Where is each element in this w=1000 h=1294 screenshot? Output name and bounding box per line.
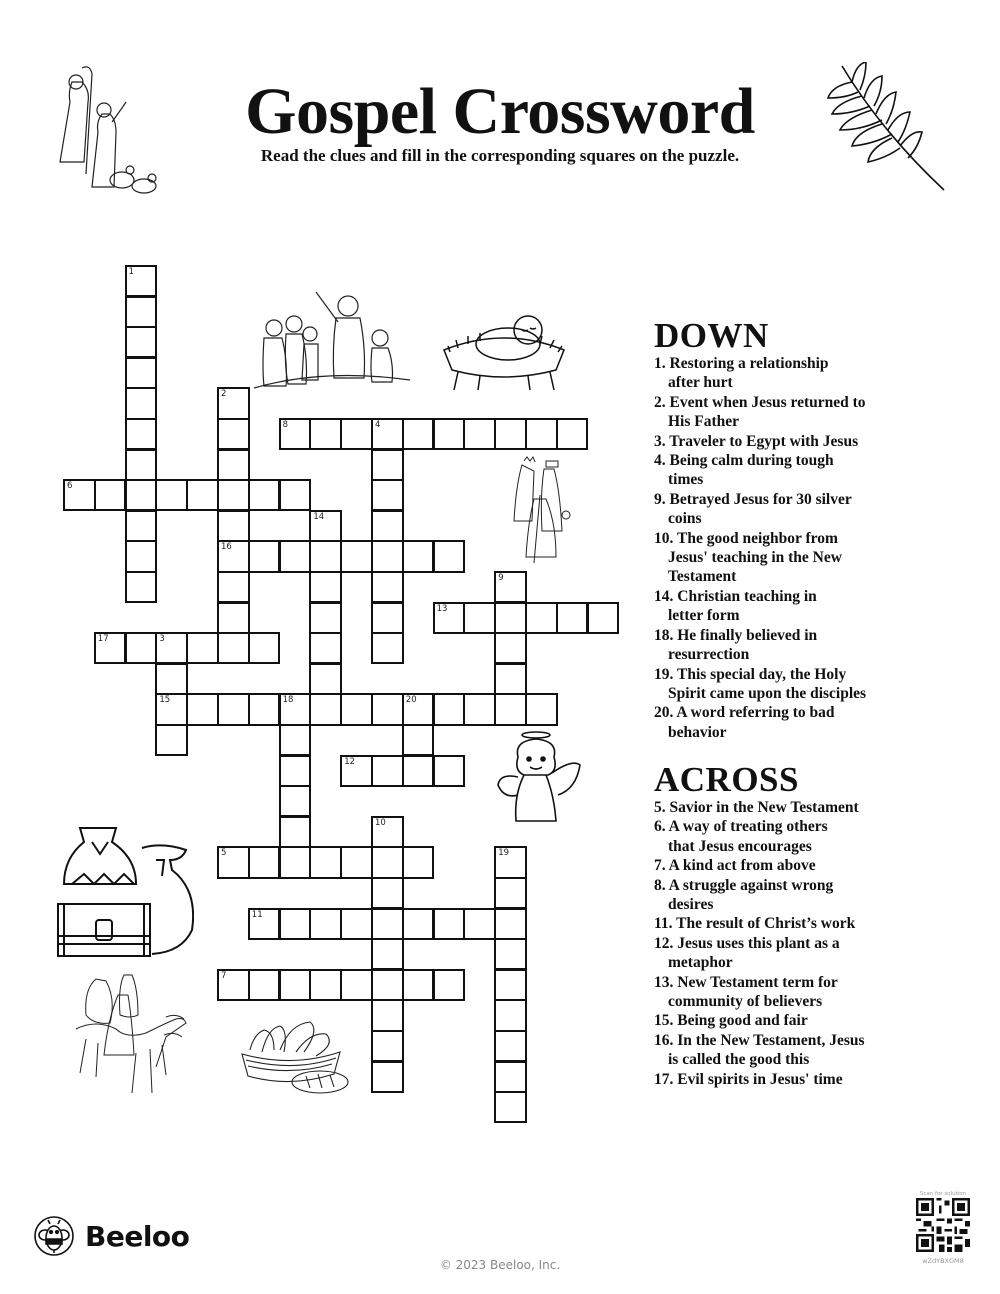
clue-num: 1.	[654, 355, 666, 372]
grid-cell[interactable]	[433, 969, 466, 1001]
clue-text: letter form	[668, 607, 740, 625]
clue-text: Evil spirits in Jesus' time	[677, 1070, 843, 1088]
brand-name: Beeloo	[85, 1219, 190, 1253]
grid-cell[interactable]	[155, 632, 188, 664]
clue-text: The result of Christ’s work	[676, 915, 856, 933]
grid-cell[interactable]	[279, 816, 312, 848]
grid-cell[interactable]	[402, 540, 435, 572]
grid-cell[interactable]	[248, 540, 281, 572]
grid-cell[interactable]	[402, 846, 435, 878]
grid-cell[interactable]	[340, 693, 373, 725]
grid-cell[interactable]	[309, 510, 342, 542]
grid-cell[interactable]	[371, 693, 404, 725]
clue-text: resurrection	[668, 646, 750, 664]
grid-cell[interactable]	[155, 663, 188, 695]
clue-text: Savior in the New Testament	[669, 799, 859, 816]
clue-text: His Father	[668, 413, 740, 431]
grid-cell[interactable]	[556, 418, 589, 450]
clue-text: Being calm during tough	[669, 452, 834, 470]
clue-down	[654, 354, 866, 393]
instructions: Read the clues and fill in the corresponding squares on the puzzle.	[260, 146, 740, 165]
clue-text: Spirit came upon the disciples	[668, 684, 867, 702]
clue-down	[654, 490, 866, 529]
grid-cell[interactable]	[525, 602, 558, 634]
grid-cell[interactable]	[371, 540, 404, 572]
clue-number: 12	[344, 756, 356, 767]
clue-num: 7.	[654, 857, 666, 875]
grid-cell[interactable]	[340, 540, 373, 572]
grid-cell[interactable]	[371, 999, 404, 1031]
grid-cell[interactable]	[125, 449, 158, 481]
clue-down	[654, 665, 866, 704]
clue-down	[654, 587, 866, 626]
grid-cell[interactable]	[279, 479, 312, 511]
grid-cell[interactable]	[217, 418, 250, 450]
grid-cell[interactable]	[125, 479, 158, 511]
grid-cell[interactable]	[217, 387, 250, 419]
grid-cell[interactable]	[155, 479, 188, 511]
clue-number: 1	[128, 267, 135, 277]
copyright: © 2023 Beeloo, Inc.	[439, 1258, 561, 1272]
across-heading: ACROSS	[654, 760, 799, 799]
qr-caption: Scan for solution	[919, 1191, 967, 1197]
grid-cell[interactable]	[494, 969, 527, 1001]
grid-cell[interactable]	[217, 602, 250, 634]
clue-text: metaphor	[668, 954, 733, 972]
grid-cell[interactable]	[371, 602, 404, 634]
beeloo-logo	[33, 1215, 189, 1257]
grid-cell[interactable]	[125, 632, 158, 664]
grid-cell[interactable]	[371, 816, 404, 848]
grid-cell[interactable]	[125, 265, 158, 297]
clue-num: 2.	[654, 393, 666, 411]
grid-cell[interactable]	[433, 540, 466, 572]
across-clue-list	[654, 798, 865, 1089]
clue-text: coins	[668, 510, 702, 528]
clue-text: He finally believed in	[677, 626, 818, 644]
clue-number: 8	[282, 420, 289, 430]
grid-cell[interactable]	[279, 908, 312, 940]
grid-cell[interactable]	[217, 449, 250, 481]
grid-cell[interactable]	[402, 693, 435, 725]
grid-cell[interactable]	[371, 846, 404, 878]
clue-number: 4	[375, 420, 381, 430]
grid-cell[interactable]	[433, 418, 466, 450]
clue-text: Traveler to Egypt with Jesus	[669, 432, 859, 450]
clue-number: 17	[97, 634, 109, 645]
grid-cell[interactable]	[494, 1030, 527, 1062]
clue-number: 20	[405, 695, 417, 706]
grid-cell[interactable]	[309, 540, 342, 572]
clue-down	[654, 393, 866, 432]
clue-text: In the New Testament, Jesus	[677, 1031, 865, 1049]
qr-solution[interactable]	[912, 1190, 974, 1266]
grid-cell[interactable]	[279, 755, 312, 787]
grid-cell[interactable]	[217, 510, 250, 542]
clue-text: desires	[668, 896, 714, 914]
grid-cell[interactable]	[279, 540, 312, 572]
grid-cell[interactable]	[494, 846, 527, 878]
clue-across	[654, 1011, 865, 1030]
grid-cell[interactable]	[556, 602, 589, 634]
qr-code-icon[interactable]	[916, 1198, 970, 1252]
grid-cell[interactable]	[371, 479, 404, 511]
grid-cell[interactable]	[463, 693, 496, 725]
grid-cell[interactable]	[371, 908, 404, 940]
grid-cell[interactable]	[340, 418, 373, 450]
grid-cell[interactable]	[463, 602, 496, 634]
grid-cell[interactable]	[463, 908, 496, 940]
grid-cell[interactable]	[371, 877, 404, 909]
clue-num: 3.	[654, 432, 666, 450]
clue-text: A struggle against wrong	[668, 876, 834, 894]
clue-number: 7	[221, 970, 227, 981]
grid-cell[interactable]	[402, 724, 435, 756]
clue-num: 4.	[654, 452, 666, 470]
grid-cell[interactable]	[494, 877, 527, 909]
grid-cell[interactable]	[125, 387, 158, 419]
clue-text: that Jesus encourages	[668, 837, 812, 855]
grid-cell[interactable]	[125, 296, 158, 328]
grid-cell[interactable]	[494, 632, 527, 664]
clue-text: This special day, the Holy	[676, 665, 847, 683]
clue-number: 3	[159, 634, 165, 645]
clue-number: 18	[282, 695, 294, 706]
clue-num: 19.	[654, 665, 674, 683]
grid-cell[interactable]	[309, 663, 342, 695]
clue-text: Betrayed Jesus for 30 silver	[669, 490, 852, 508]
grid-cell[interactable]	[217, 632, 250, 664]
grid-cell[interactable]	[155, 724, 188, 756]
clue-text: community of believers	[668, 993, 823, 1011]
grid-cell[interactable]	[371, 755, 404, 787]
grid-cell[interactable]	[279, 969, 312, 1001]
clue-across	[654, 914, 865, 933]
grid-cell[interactable]	[587, 602, 620, 634]
grid-cell[interactable]	[94, 632, 127, 664]
grid-cell[interactable]	[186, 479, 219, 511]
grid-cell[interactable]	[525, 693, 558, 725]
clue-text: A way of treating others	[668, 818, 828, 836]
grid-cell[interactable]	[279, 693, 312, 725]
clue-number: 5	[221, 848, 227, 859]
grid-cell[interactable]	[248, 632, 281, 664]
grid-cell[interactable]	[125, 571, 158, 603]
clue-number: 11	[251, 909, 263, 920]
page-title: Gospel Crossword	[245, 75, 755, 148]
grid-cell[interactable]	[463, 418, 496, 450]
grid-cell[interactable]	[63, 479, 96, 511]
qr-code-text: wZdYBXGM8	[922, 1257, 964, 1265]
grid-cell[interactable]	[494, 663, 527, 695]
grid-cell[interactable]	[309, 846, 342, 878]
grid-cell[interactable]	[309, 969, 342, 1001]
clue-num: 16.	[654, 1031, 674, 1049]
grid-cell[interactable]	[433, 755, 466, 787]
clue-down	[654, 626, 866, 665]
grid-cell[interactable]	[494, 693, 527, 725]
clue-text: Being good and fair	[677, 1012, 808, 1030]
grid-cell[interactable]	[525, 418, 558, 450]
grid-cell[interactable]	[279, 846, 312, 878]
grid-cell[interactable]	[433, 602, 466, 634]
grid-cell[interactable]	[402, 418, 435, 450]
grid-cell[interactable]	[217, 571, 250, 603]
clue-num: 18.	[654, 626, 674, 644]
grid-cell[interactable]	[371, 418, 404, 450]
grid-cell[interactable]	[155, 693, 188, 725]
grid-cell[interactable]	[494, 418, 527, 450]
grid-cell[interactable]	[309, 571, 342, 603]
clue-text: is called the good this	[668, 1051, 810, 1069]
grid-cell[interactable]	[340, 908, 373, 940]
grid-cell[interactable]	[494, 1061, 527, 1093]
clue-num: 5.	[654, 799, 666, 816]
across-clues	[654, 762, 865, 1089]
grid-cell[interactable]	[340, 755, 373, 787]
grid-cell[interactable]	[494, 908, 527, 940]
grid-cell[interactable]	[248, 969, 281, 1001]
grid-cell[interactable]	[279, 418, 312, 450]
clue-number: 14	[313, 511, 325, 522]
grid-cell[interactable]	[248, 908, 281, 940]
clue-across	[654, 973, 865, 1012]
clue-number: 13	[436, 603, 448, 614]
clue-num: 11.	[654, 915, 673, 933]
grid-cell[interactable]	[217, 479, 250, 511]
grid-cell[interactable]	[433, 693, 466, 725]
grid-cell[interactable]	[125, 510, 158, 542]
grid-cell[interactable]	[125, 418, 158, 450]
grid-cell[interactable]	[248, 846, 281, 878]
clue-across	[654, 798, 865, 817]
grid-cell[interactable]	[94, 479, 127, 511]
clue-text: Event when Jesus returned to	[669, 393, 866, 411]
clue-text: Christian teaching in	[677, 587, 817, 605]
grid-cell[interactable]	[217, 846, 250, 878]
grid-cell[interactable]	[186, 632, 219, 664]
clue-num: 6.	[654, 818, 666, 836]
clue-num: 9.	[654, 490, 666, 508]
grid-cell[interactable]	[402, 908, 435, 940]
grid-cell[interactable]	[494, 1091, 527, 1123]
clue-number: 15	[159, 695, 171, 706]
clue-text: The good neighbor from	[676, 529, 838, 547]
clue-num: 14.	[654, 587, 674, 605]
grid-cell[interactable]	[186, 693, 219, 725]
grid-cell[interactable]	[279, 785, 312, 817]
grid-cell[interactable]	[340, 846, 373, 878]
clue-number: 2	[221, 389, 227, 400]
grid-cell[interactable]	[371, 571, 404, 603]
grid-cell[interactable]	[494, 938, 527, 970]
grid-cell[interactable]	[309, 602, 342, 634]
grid-cell[interactable]	[433, 908, 466, 940]
grid-cell[interactable]	[340, 969, 373, 1001]
grid-cell[interactable]	[217, 969, 250, 1001]
down-clue-list	[654, 354, 866, 742]
grid-cell[interactable]	[248, 693, 281, 725]
grid-cell[interactable]	[309, 632, 342, 664]
clue-across	[654, 856, 865, 875]
grid-cell[interactable]	[217, 693, 250, 725]
grid-cell[interactable]	[494, 571, 527, 603]
clue-text: Jesus' teaching in the New	[668, 549, 842, 567]
clue-across	[654, 1031, 865, 1070]
clue-across	[654, 817, 865, 856]
clue-text: Restoring a relationship	[669, 355, 829, 372]
clue-num: 8.	[654, 876, 666, 894]
clue-down	[654, 432, 866, 451]
clue-across	[654, 934, 865, 973]
clue-num: 15.	[654, 1012, 674, 1030]
clue-text: A kind act from above	[668, 857, 816, 875]
grid-cell[interactable]	[125, 540, 158, 572]
grid-cell[interactable]	[217, 540, 250, 572]
clue-down	[654, 703, 866, 742]
grid-cell[interactable]	[371, 632, 404, 664]
clue-number: 16	[221, 542, 232, 553]
bee-icon	[33, 1215, 75, 1257]
grid-cell[interactable]	[279, 724, 312, 756]
clue-text: behavior	[668, 723, 727, 741]
grid-cell[interactable]	[309, 908, 342, 940]
grid-cell[interactable]	[125, 357, 158, 389]
clue-text: times	[668, 471, 704, 489]
grid-cell[interactable]	[402, 755, 435, 787]
grid-cell[interactable]	[371, 1061, 404, 1093]
grid-cell[interactable]	[125, 326, 158, 358]
grid-cell[interactable]	[494, 999, 527, 1031]
grid-cell[interactable]	[402, 969, 435, 1001]
grid-cell[interactable]	[309, 418, 342, 450]
clue-num: 10.	[654, 529, 674, 547]
clue-across	[654, 876, 865, 915]
clue-text: New Testament term for	[677, 973, 838, 991]
clue-num: 13.	[654, 973, 674, 991]
clue-number: 6	[67, 481, 73, 492]
clue-text: Jesus uses this plant as a	[677, 934, 840, 952]
clue-number: 9	[498, 573, 504, 583]
clue-num: 20.	[654, 704, 674, 722]
grid-cell[interactable]	[371, 969, 404, 1001]
clue-num: 17.	[654, 1070, 674, 1088]
clue-text: Testament	[668, 568, 737, 586]
grid-cell[interactable]	[494, 602, 527, 634]
clue-text: after hurt	[668, 374, 733, 392]
clue-num: 12.	[654, 934, 674, 952]
clue-number: 10	[375, 817, 386, 828]
down-heading: DOWN	[654, 316, 769, 355]
grid-cell[interactable]	[371, 1030, 404, 1062]
clue-down	[654, 451, 866, 490]
down-clues	[654, 318, 866, 742]
grid-cell[interactable]	[309, 693, 342, 725]
clue-number: 19	[498, 848, 510, 859]
clue-text: A word referring to bad	[676, 704, 835, 722]
grid-cell[interactable]	[371, 510, 404, 542]
grid-cell[interactable]	[371, 938, 404, 970]
clue-down	[654, 529, 866, 587]
grid-cell[interactable]	[248, 479, 281, 511]
grid-cell[interactable]	[371, 449, 404, 481]
clue-across	[654, 1070, 865, 1089]
